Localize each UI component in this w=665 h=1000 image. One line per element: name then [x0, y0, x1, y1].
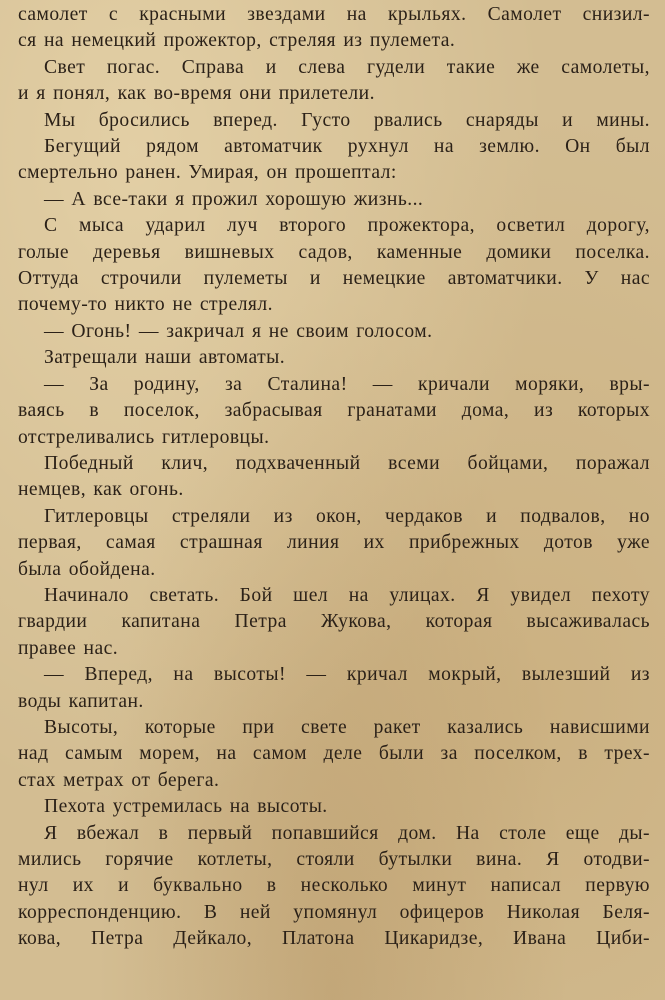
text-line: была обойдена.: [18, 558, 156, 580]
page-text: [18, 2, 650, 953]
text-line: Начинало светать. Бой шел на улицах. Я увидел пехоту: [44, 584, 650, 606]
text-line: мились горячие котлеты, стояли бутылки вина. Я отодви-: [18, 849, 650, 870]
text-line: Пехота устремилась на высоты.: [44, 796, 328, 818]
text-line: первая, самая страшная линия их прибрежных дотов уже: [18, 532, 650, 554]
text-line: ваясь в поселок, забрасывая гранатами дома, из которых: [18, 400, 650, 422]
text-line: Оттуда строчили пулеметы и немецкие автоматчики. У нас: [18, 268, 650, 290]
text-line: Победный клич, подхваченный всеми бойцами, поражал: [44, 452, 650, 474]
text-line: правее нас.: [18, 637, 119, 659]
text-line: почему-то никто не стрелял.: [18, 294, 273, 316]
text-line: — А все-таки я прожил хорошую жизнь...: [44, 188, 424, 210]
text-line: воды капитан.: [18, 690, 144, 712]
text-line: стах метрах от берега.: [18, 769, 220, 791]
text-line: Мы бросились вперед. Густо рвались снаряды и мины.: [44, 109, 650, 131]
text-line: самолет с красными звездами на крыльях. Самолет снизил-: [18, 4, 650, 25]
text-line: — Вперед, на высоты! — кричал мокрый, вылезший из: [44, 664, 650, 686]
text-line: Свет погас. Справа и слева гудели такие же самолеты,: [44, 56, 650, 78]
text-line: Высоты, которые при свете ракет казались нависшими: [44, 716, 650, 738]
text-line: С мыса ударил луч второго прожектора, осветил дорогу,: [44, 215, 650, 237]
text-line: нул их и буквально в несколько минут написал первую: [18, 875, 650, 897]
text-line: Гитлеровцы стреляли из окон, чердаков и подвалов, но: [44, 505, 650, 527]
text-line: ся на немецкий прожектор, стреляя из пулемета.: [18, 30, 456, 52]
text-line: — За родину, за Сталина! — кричали моряки, вры-: [44, 373, 650, 395]
text-line: отстреливались гитлеровцы.: [18, 426, 270, 448]
text-line: голые деревья вишневых садов, каменные домики поселка.: [18, 241, 650, 263]
text-line: Я вбежал в первый попавшийся дом. На столе еще ды-: [44, 822, 650, 844]
text-line: гвардии капитана Петра Жукова, которая высаживалась: [18, 611, 650, 633]
text-line: над самым морем, на самом деле были за поселком, в трех-: [18, 743, 650, 765]
text-line: Бегущий рядом автоматчик рухнул на землю. Он был: [44, 136, 650, 158]
text-line: немцев, как огонь.: [18, 479, 184, 501]
text-line: — Огонь! — закричал я не своим голосом.: [44, 320, 433, 342]
text-line: и я понял, как во-время они прилетели.: [18, 83, 375, 105]
text-line: Затрещали наши автоматы.: [44, 347, 286, 369]
text-line: смертельно ранен. Умирая, он прошептал:: [18, 162, 397, 184]
text-line: кова, Петра Дейкало, Платона Цикаридзе, Ивана Циби-: [18, 928, 650, 950]
text-line: корреспонденцию. В ней упомянул офицеров Николая Беля-: [18, 901, 650, 923]
